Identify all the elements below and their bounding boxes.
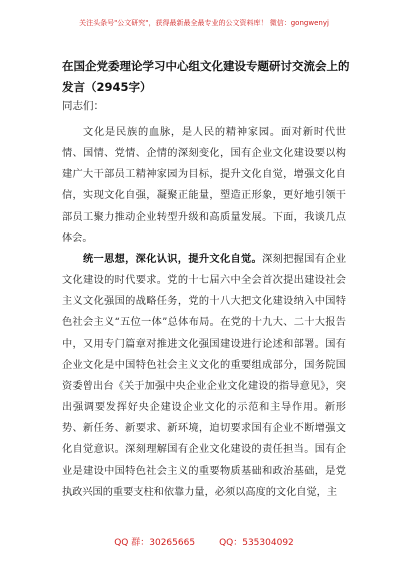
paragraph-intro: 文化是民族的血脉，是人民的精神家园。面对新时代世情、国情、党情、企情的深刻变化，国有企业文化建设要以构建广大干部员工精神家园为目标，提升文化自觉，增强文化自信，实现文化自强，凝聚正能量，塑造正形象，更好地引领干部员工聚力推动企业转型升级和高质量发展。下面，我谈几点体会。 xyxy=(62,127,346,244)
promo-banner: 关注头条号"公文研究"，获得最新最全最专业的公文资料库！ 微信：gongwenyj xyxy=(79,19,329,27)
section-heading: 统一思想，深化认识，提升文化自觉。 xyxy=(83,254,263,265)
paragraph-section-one xyxy=(62,249,346,503)
qq-number: QQ：535304092 xyxy=(219,538,294,548)
document-title: 在国企党委理论学习中心组文化建设专题研讨交流会上的发言（2945字） xyxy=(62,59,350,94)
section-body: 深刻把握国有企业文化建设的时代要求。党的十七届六中全会首次提出建设社会主义文化强国的战略任务，党的十八大把文化建设纳入中国特色社会主义“五位一体”总体布局。在党的十九大、二十大报告中，又用专门篇章对推进文化强国建设进行论述和部署。国有企业文化是中国特色社会主义文化的重要组成部分，国务院国资委曾出台《关于加强中央企业企业文化建设的指导意见》，突出强调要发挥好央企建设企业文化的示范和主导作用。新形势、新任务、新要求、新环境，迫切要求国有企业不断增强文化自觉意识。深刻理解国有企业文化建设的责任担当。国有企业是建设中国特色社会主义的重要物质基础和政治基础，是党执政兴国的重要支柱和依靠力量，必须以高度的文化自觉，主 xyxy=(62,254,347,498)
contact-footer xyxy=(0,535,408,548)
qq-group-number: QQ 群：30265665 xyxy=(114,538,196,548)
greeting: 同志们： xyxy=(62,100,104,112)
